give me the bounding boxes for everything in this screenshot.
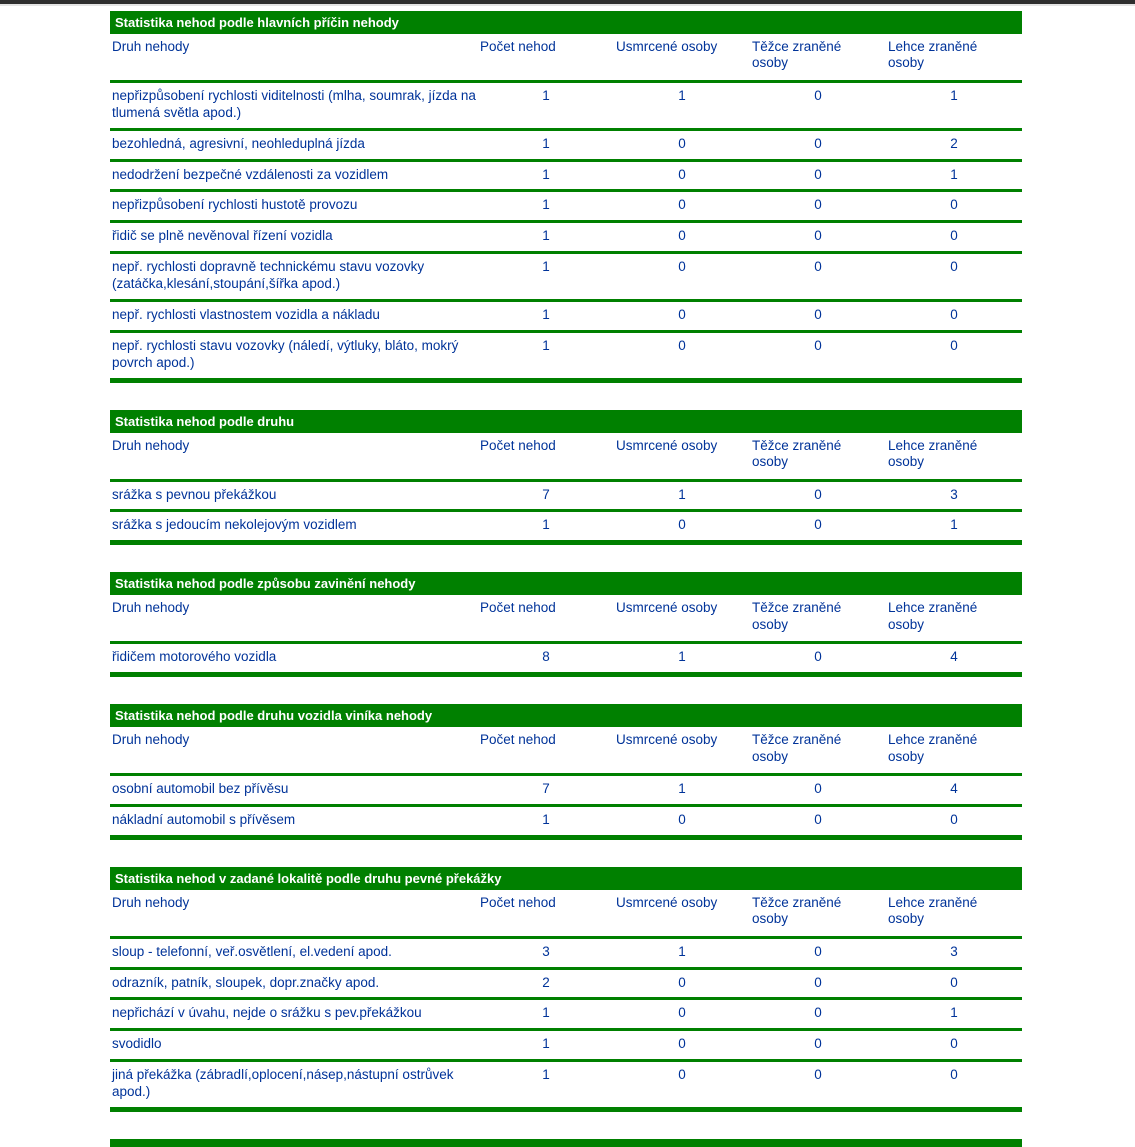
value-cell-tezce-zranene-osoby: 0 [750,511,886,543]
value-cell-usmrcene-osoby: 0 [614,300,750,331]
value-cell-lehce-zranene-osoby: 4 [886,775,1022,806]
column-header-label: Usmrcené osoby [616,732,718,748]
row-label-cell: srážka s pevnou překážkou [110,480,478,511]
value-cell-usmrcene-osoby: 0 [614,1061,750,1110]
value-cell-pocet-nehod: 1 [478,331,614,380]
value-cell-usmrcene-osoby: 0 [614,511,750,543]
value-cell-lehce-zranene-osoby: 0 [886,300,1022,331]
column-header-label: Počet nehod [480,39,556,54]
value-cell-usmrcene-osoby: 0 [614,191,750,222]
column-header-lehce-zranene-osoby [886,595,1022,642]
value-cell-tezce-zranene-osoby: 0 [750,300,886,331]
value-cell-pocet-nehod: 1 [478,81,614,129]
stats-table [110,433,1022,546]
table-row [110,331,1022,380]
value-cell-usmrcene-osoby: 0 [614,129,750,160]
value-cell-tezce-zranene-osoby: 0 [750,480,886,511]
column-header-usmrcene-osoby [614,595,750,642]
value-cell-usmrcene-osoby: 0 [614,999,750,1030]
row-label-cell: sloup - telefonní, veř.osvětlení, el.vedení apod. [110,937,478,968]
value-cell-usmrcene-osoby: 0 [614,968,750,999]
value-cell-usmrcene-osoby: 0 [614,222,750,253]
value-cell-pocet-nehod: 7 [478,480,614,511]
table-title-bar [110,704,1022,727]
stats-table-section [110,704,1022,840]
column-header-label: Usmrcené osoby [616,894,718,910]
stats-table-section [110,867,1022,1112]
value-cell-pocet-nehod: 8 [478,643,614,675]
value-cell-lehce-zranene-osoby: 1 [886,999,1022,1030]
table-title-bar [110,867,1022,890]
column-header-label: Lehce zraněné osoby [888,732,978,764]
column-header-label: Lehce zraněné osoby [888,894,978,927]
row-label-cell: odrazník, patník, sloupek, dopr.značky apod. [110,968,478,999]
column-header-tezce-zranene-osoby [750,595,886,642]
value-cell-usmrcene-osoby: 0 [614,1030,750,1061]
value-cell-tezce-zranene-osoby: 0 [750,191,886,222]
table-row [110,160,1022,191]
table-row [110,968,1022,999]
column-header-druh-nehody [110,433,478,480]
value-cell-pocet-nehod: 1 [478,222,614,253]
table-row [110,999,1022,1030]
value-cell-tezce-zranene-osoby: 0 [750,968,886,999]
table-row [110,222,1022,253]
column-header-label: Počet nehod [480,732,556,748]
row-label-cell: nepř. rychlosti stavu vozovky (náledí, výtluky, bláto, mokrý povrch apod.) [110,331,478,380]
value-cell-lehce-zranene-osoby: 3 [886,480,1022,511]
value-cell-tezce-zranene-osoby: 0 [750,160,886,191]
value-cell-lehce-zranene-osoby: 1 [886,511,1022,543]
value-cell-tezce-zranene-osoby: 0 [750,129,886,160]
value-cell-pocet-nehod: 1 [478,1061,614,1110]
row-label-cell: osobní automobil bez přívěsu [110,775,478,806]
table-title: Statistika nehod podle druhu vozidla viníka nehody [115,708,433,724]
column-header-row [110,727,1022,774]
value-cell-lehce-zranene-osoby: 3 [886,937,1022,968]
table-title: Statistika nehod podle způsobu zavinění nehody [115,576,416,592]
value-cell-lehce-zranene-osoby: 0 [886,222,1022,253]
column-header-row [110,433,1022,480]
column-header-label: Těžce zraněné osoby [752,732,842,764]
value-cell-lehce-zranene-osoby: 1 [886,81,1022,129]
table-title: Statistika nehod podle druhu [115,413,295,429]
column-header-druh-nehody [110,34,478,81]
value-cell-lehce-zranene-osoby: 0 [886,331,1022,380]
value-cell-usmrcene-osoby: 1 [614,81,750,129]
value-cell-lehce-zranene-osoby: 0 [886,805,1022,837]
column-header-lehce-zranene-osoby [886,433,1022,480]
value-cell-lehce-zranene-osoby: 0 [886,191,1022,222]
column-header-pocet-nehod [478,727,614,774]
value-cell-usmrcene-osoby: 0 [614,331,750,380]
value-cell-lehce-zranene-osoby: 4 [886,643,1022,675]
value-cell-pocet-nehod: 1 [478,1030,614,1061]
table-title-bar [110,11,1022,34]
stats-table [110,890,1022,1112]
column-header-row [110,595,1022,642]
table-title: Statistika nehod v zadané lokalitě podle druhu pevné překážky [115,870,502,886]
column-header-label: Počet nehod [480,600,556,616]
row-label-cell: řidič se plně nevěnoval řízení vozidla [110,222,478,253]
value-cell-tezce-zranene-osoby: 0 [750,937,886,968]
table-row [110,805,1022,837]
column-header-tezce-zranene-osoby [750,433,886,480]
column-header-druh-nehody [110,890,478,937]
column-header-usmrcene-osoby [614,34,750,81]
column-header-label: Těžce zraněné osoby [752,600,842,632]
value-cell-pocet-nehod: 1 [478,160,614,191]
column-header-label: Druh nehody [112,894,190,910]
column-header-pocet-nehod [478,34,614,81]
table-row [110,511,1022,543]
value-cell-tezce-zranene-osoby: 0 [750,81,886,129]
column-header-label: Druh nehody [112,732,190,748]
value-cell-pocet-nehod: 1 [478,253,614,301]
row-label-cell: nepřizpůsobení rychlosti viditelnosti (mlha, soumrak, jízda na tlumená světla apod.) [110,81,478,129]
column-header-label: Počet nehod [480,894,556,910]
value-cell-usmrcene-osoby: 1 [614,775,750,806]
column-header-pocet-nehod [478,890,614,937]
table-row [110,480,1022,511]
value-cell-usmrcene-osoby: 0 [614,805,750,837]
table-row [110,253,1022,301]
table-row [110,775,1022,806]
value-cell-lehce-zranene-osoby: 0 [886,968,1022,999]
column-header-label: Lehce zraněné osoby [888,437,978,470]
table-row [110,1030,1022,1061]
column-header-label: Těžce zraněné osoby [752,894,842,927]
report-body [110,11,1022,1147]
column-header-label: Počet nehod [480,437,556,453]
column-header-usmrcene-osoby [614,890,750,937]
value-cell-pocet-nehod: 7 [478,775,614,806]
window-top-border [0,0,1135,6]
column-header-label: Druh nehody [112,437,190,453]
column-header-label: Druh nehody [112,600,190,616]
table-row [110,81,1022,129]
value-cell-lehce-zranene-osoby: 0 [886,1061,1022,1110]
value-cell-pocet-nehod: 2 [478,968,614,999]
value-cell-pocet-nehod: 1 [478,999,614,1030]
row-label-cell: nepřizpůsobení rychlosti hustotě provozu [110,191,478,222]
table-title-bar [110,410,1022,433]
row-label-cell: svodidlo [110,1030,478,1061]
table-title-bar [110,572,1022,595]
stats-table [110,595,1022,677]
value-cell-tezce-zranene-osoby: 0 [750,222,886,253]
stats-table-section [110,410,1022,546]
column-header-lehce-zranene-osoby [886,34,1022,81]
row-label-cell: řidičem motorového vozidla [110,643,478,675]
row-label-cell: srážka s jedoucím nekolejovým vozidlem [110,511,478,543]
column-header-usmrcene-osoby [614,727,750,774]
stats-table [110,34,1022,383]
stats-table-section [110,572,1022,677]
value-cell-tezce-zranene-osoby: 0 [750,331,886,380]
value-cell-pocet-nehod: 1 [478,511,614,543]
value-cell-usmrcene-osoby: 0 [614,160,750,191]
column-header-druh-nehody [110,595,478,642]
column-header-lehce-zranene-osoby [886,727,1022,774]
value-cell-lehce-zranene-osoby: 1 [886,160,1022,191]
value-cell-usmrcene-osoby: 1 [614,643,750,675]
column-header-tezce-zranene-osoby [750,890,886,937]
column-header-label: Usmrcené osoby [616,39,718,54]
column-header-tezce-zranene-osoby [750,727,886,774]
column-header-row [110,34,1022,81]
table-row [110,643,1022,675]
next-table-title-bar-partial [110,1139,1022,1147]
value-cell-tezce-zranene-osoby: 0 [750,1061,886,1110]
column-header-druh-nehody [110,727,478,774]
value-cell-tezce-zranene-osoby: 0 [750,775,886,806]
value-cell-tezce-zranene-osoby: 0 [750,643,886,675]
column-header-label: Usmrcené osoby [616,600,718,616]
stats-table-section [110,11,1022,383]
table-row [110,191,1022,222]
row-label-cell: nepř. rychlosti dopravně technickému stavu vozovky (zatáčka,klesání,stoupání,šířka apod.) [110,253,478,301]
value-cell-usmrcene-osoby: 0 [614,253,750,301]
column-header-pocet-nehod [478,595,614,642]
value-cell-tezce-zranene-osoby: 0 [750,999,886,1030]
value-cell-lehce-zranene-osoby: 0 [886,253,1022,301]
table-row [110,937,1022,968]
value-cell-lehce-zranene-osoby: 0 [886,1030,1022,1061]
row-label-cell: nepř. rychlosti vlastnostem vozidla a nákladu [110,300,478,331]
stats-table [110,727,1022,840]
value-cell-pocet-nehod: 1 [478,805,614,837]
value-cell-pocet-nehod: 1 [478,191,614,222]
column-header-tezce-zranene-osoby [750,34,886,81]
value-cell-lehce-zranene-osoby: 2 [886,129,1022,160]
value-cell-usmrcene-osoby: 1 [614,937,750,968]
column-header-usmrcene-osoby [614,433,750,480]
table-row [110,129,1022,160]
row-label-cell: nákladní automobil s přívěsem [110,805,478,837]
value-cell-tezce-zranene-osoby: 0 [750,253,886,301]
column-header-pocet-nehod [478,433,614,480]
row-label-cell: nepřichází v úvahu, nejde o srážku s pev.překážkou [110,999,478,1030]
row-label-cell: bezohledná, agresivní, neohleduplná jízda [110,129,478,160]
table-title: Statistika nehod podle hlavních příčin nehody [115,15,399,30]
value-cell-tezce-zranene-osoby: 0 [750,1030,886,1061]
table-row [110,300,1022,331]
value-cell-pocet-nehod: 1 [478,129,614,160]
column-header-label: Lehce zraněné osoby [888,600,978,632]
column-header-label: Těžce zraněné osoby [752,39,842,71]
row-label-cell: nedodržení bezpečné vzdálenosti za vozidlem [110,160,478,191]
column-header-label: Druh nehody [112,39,190,54]
column-header-label: Těžce zraněné osoby [752,437,842,470]
column-header-label: Usmrcené osoby [616,437,718,453]
column-header-row [110,890,1022,937]
value-cell-pocet-nehod: 3 [478,937,614,968]
column-header-lehce-zranene-osoby [886,890,1022,937]
table-row [110,1061,1022,1110]
value-cell-pocet-nehod: 1 [478,300,614,331]
value-cell-usmrcene-osoby: 1 [614,480,750,511]
row-label-cell: jiná překážka (zábradlí,oplocení,násep,nástupní ostrůvek apod.) [110,1061,478,1110]
column-header-label: Lehce zraněné osoby [888,39,978,71]
value-cell-tezce-zranene-osoby: 0 [750,805,886,837]
